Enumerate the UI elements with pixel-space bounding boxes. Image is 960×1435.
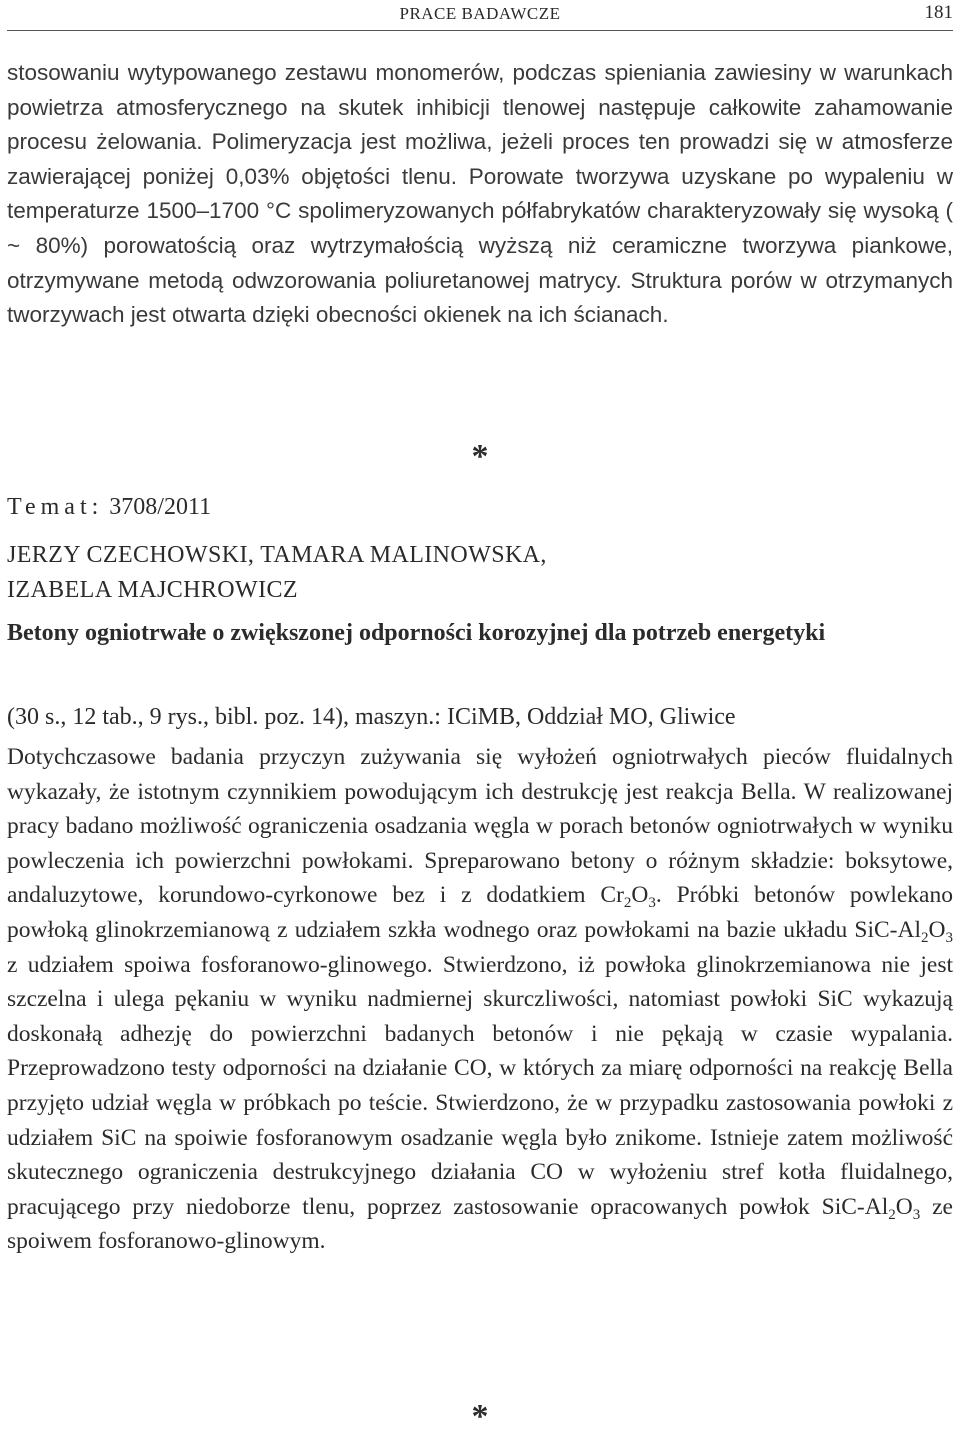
section-separator: *	[471, 438, 489, 475]
abstract-paragraph: Dotychczasowe badania przyczyn zużywania się wyłożeń ogniotrwałych pieców fluidalnych wykazały, że istotnym czynnikiem powodującym ich destrukcję jest reakcja Bella. W realizowanej pracy badano możliwość ograniczenia osadzania węgla w porach betonów ogniotrwałych w wyniku powleczenia ich powierzchni powłokami. Spreparowano betony o różnym składzie: boksytowe, andaluzytowe, korundowo-cyrkonowe bez i z dodatkiem $Cr_2O_3$. Próbki betonów powlekano powłoką glinokrzemianową z udziałem szkła wodnego oraz powłokami na bazie układu SiC-$Al_2O_3$ z udziałem spoiwa fosforanowo-glinowego. Stwierdzono, iż powłoka glinokrzemianowa nie jest szczelna i ulega pękaniu w wyniku nadmiernej skurczliwości, natomiast powłoki SiC wykazują doskonałą adhezję do powierzchni badanych betonów i nie pękają w czasie wypalania. Przeprowadzono testy odporności na działanie CO, w których za miarę odporności na reakcję Bella przyjęto udział węgla w próbkach po teście. Stwierdzono, że w przypadku zastosowania powłoki z udziałem SiC na spoiwie fosforanowym osadzanie węgla było znikome. Istnieje zatem możliwość skutecznego ograniczenia destrukcyjnego działania CO w wyłożeniu stref kotła fluidalnego, pracującego przy niedoborze tlenu, poprzez zastosowanie opracowanych powłok SiC-$Al_2O_3$ ze spoiwem fosforanowo-glinowym.	[7, 744, 953, 1255]
paper-title: Betony ogniotrwałe o zwiększonej odporności korozyjnej dla potrzeb energetyki	[7, 620, 826, 646]
topic-number: 3708/2011	[109, 494, 212, 520]
running-head: PRACE BADAWCZE	[399, 4, 561, 23]
authors-line-1: JERZY CZECHOWSKI, TAMARA MALINOWSKA,	[7, 542, 547, 568]
topic-line	[7, 490, 953, 525]
authors	[7, 538, 953, 607]
authors-line-2: IZABELA MAJCHROWICZ	[7, 576, 298, 603]
page-number: 181	[924, 2, 953, 23]
publication-details: (30 s., 12 tab., 9 rys., bibl. poz. 14), maszyn.: ICiMB, Oddział MO, Gliwice	[7, 704, 736, 730]
page-header	[7, 0, 953, 31]
section-separator-bottom: *	[471, 1398, 489, 1435]
previous-abstract-paragraph: stosowaniu wytypowanego zestawu monomerów, podczas spieniania zawiesiny w warunkach powietrza atmosferycznego na skutek inhibicji tlenowej następuje całkowite zahamowanie procesu żelowania. Polimeryzacja jest możliwa, jeżeli proces ten prowadzi się w atmosferze zawierającej poniżej 0,03% objętości tlenu. Porowate tworzywa uzyskane po wypaleniu w temperaturze 1500–1700 °C spolimeryzowanych półfabrykatów charakteryzowały się wysoką ( ~ 80%) porowatością oraz wytrzymałością wyższą niż ceramiczne tworzywa piankowe, otrzymywane metodą odwzorowania poliuretanowej matrycy. Struktura porów w otrzymanych tworzywach jest otwarta dzięki obecności okienek na ich ścianach.	[7, 60, 953, 328]
topic-label: Temat:	[7, 494, 104, 520]
